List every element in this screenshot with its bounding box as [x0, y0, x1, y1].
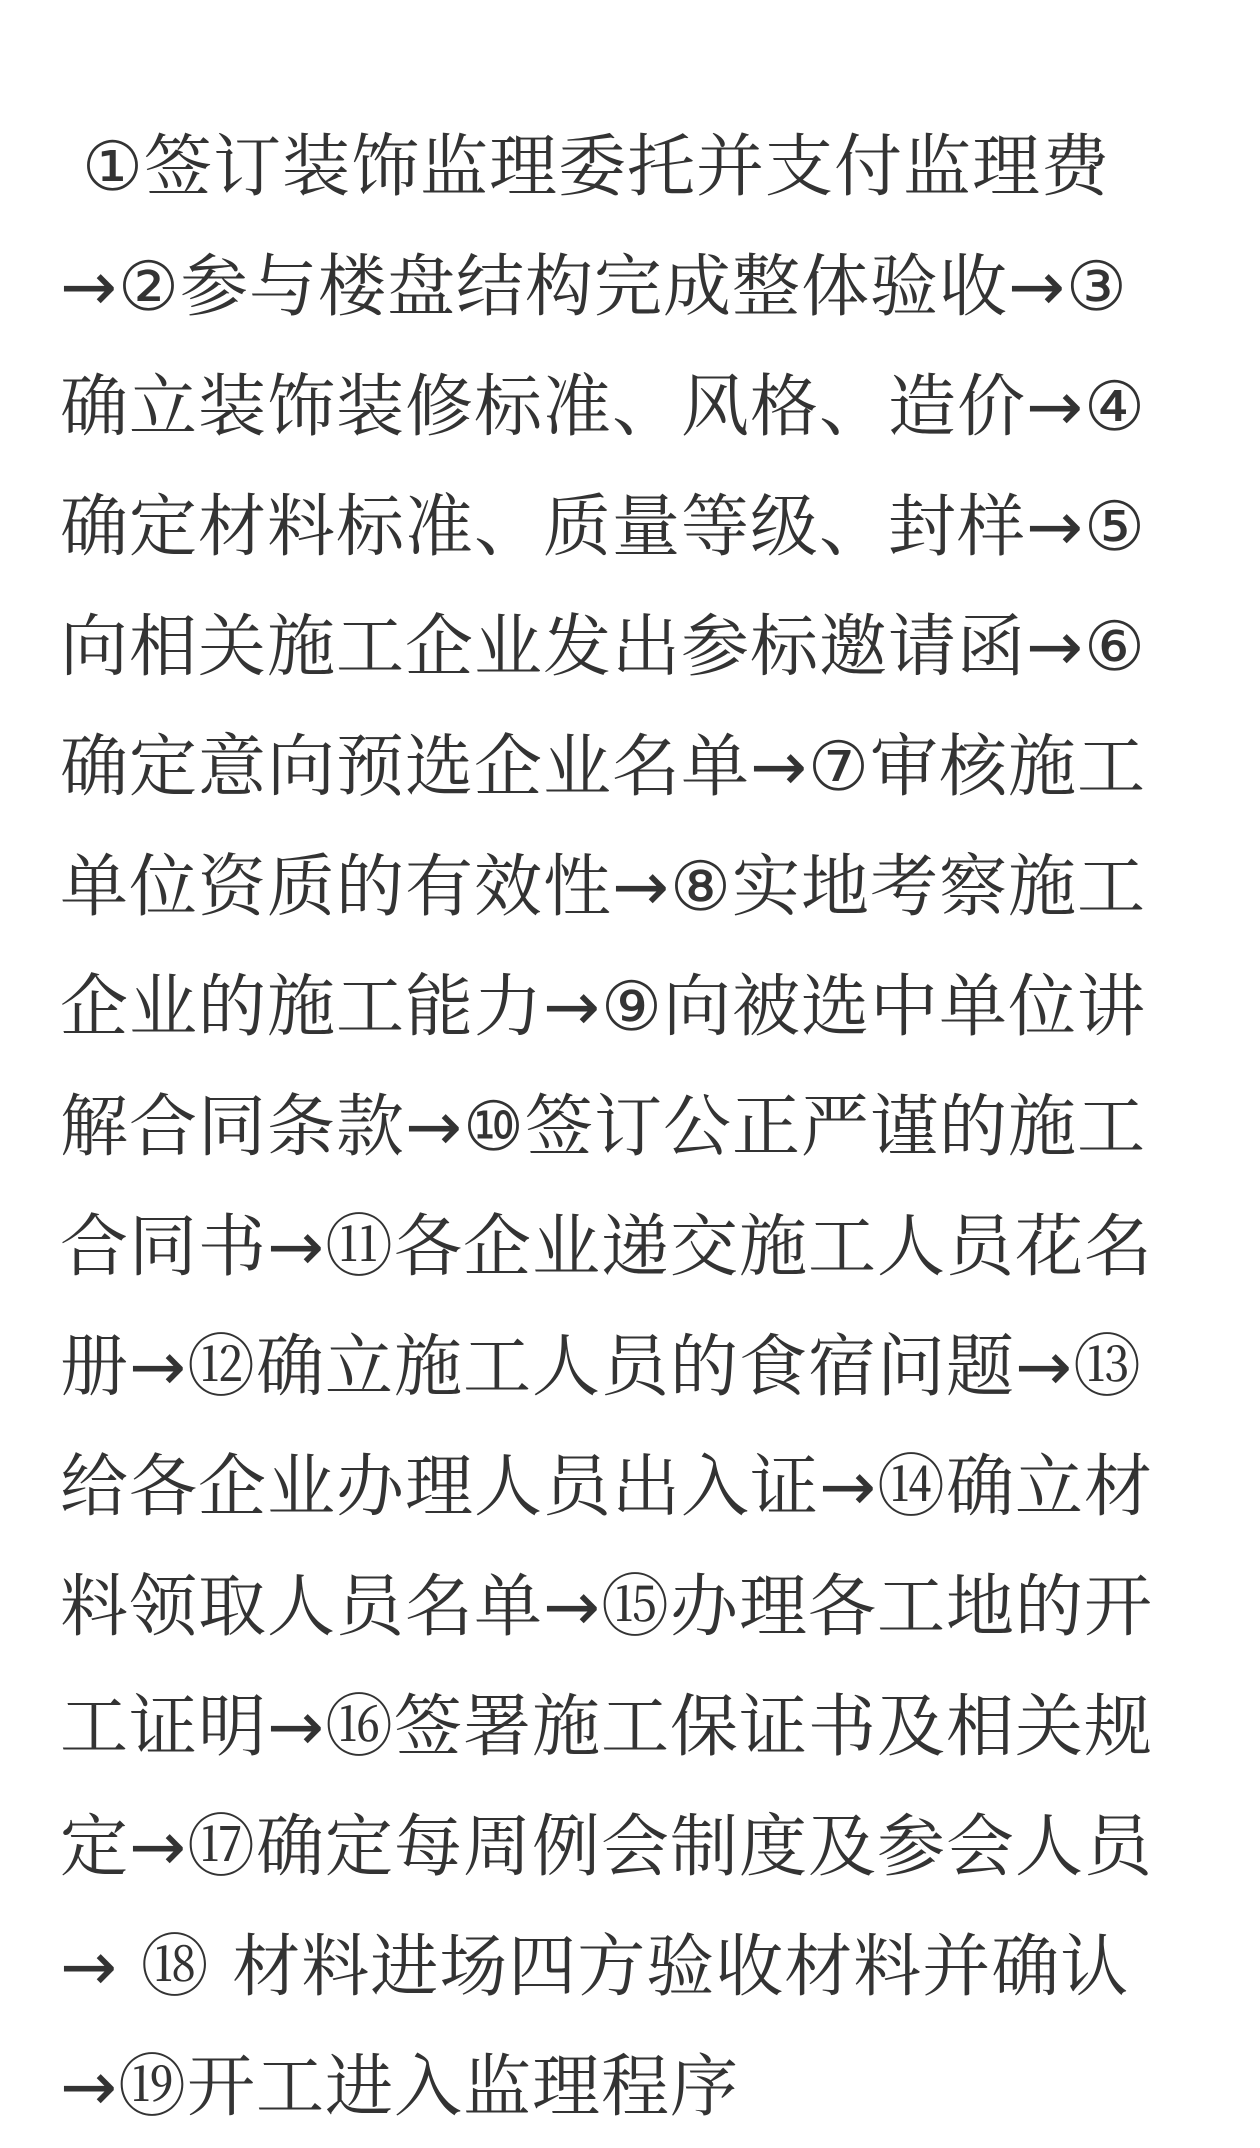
text-line: 工证明→⑯签署施工保证书及相关规	[60, 1688, 1153, 1767]
text-line: 册→⑫确立施工人员的食宿问题→⑬	[60, 1328, 1142, 1407]
text-line: →⑲开工进入监理程序	[60, 2048, 739, 2127]
text-line: → ⑱ 材料进场四方验收材料并确认	[60, 1928, 1130, 2007]
text-line: →②参与楼盘结构完成整体验收→③	[60, 248, 1128, 327]
text-line: 确定意向预选企业名单→⑦审核施工	[60, 728, 1146, 807]
text-line: 定→⑰确定每周例会制度及参会人员	[60, 1808, 1153, 1887]
text-line: 给各企业办理人员出入证→⑭确立材	[60, 1448, 1153, 1527]
text-line: 企业的施工能力→⑨向被选中单位讲	[60, 968, 1146, 1047]
text-line: 向相关施工企业发出参标邀请函→⑥	[60, 608, 1146, 687]
text-line: 合同书→⑪各企业递交施工人员花名	[60, 1208, 1153, 1287]
text-line: ①签订装饰监理委托并支付监理费	[82, 128, 1110, 207]
text-line: 解合同条款→⑩签订公正严谨的施工	[60, 1088, 1146, 1167]
text-line: 确定材料标准、质量等级、封样→⑤	[60, 488, 1146, 567]
text-line: 单位资质的有效性→⑧实地考察施工	[60, 848, 1146, 927]
document-body	[60, 108, 1210, 2148]
text-line: 确立装饰装修标准、风格、造价→④	[60, 368, 1146, 447]
text-line: 料领取人员名单→⑮办理各工地的开	[60, 1568, 1153, 1647]
